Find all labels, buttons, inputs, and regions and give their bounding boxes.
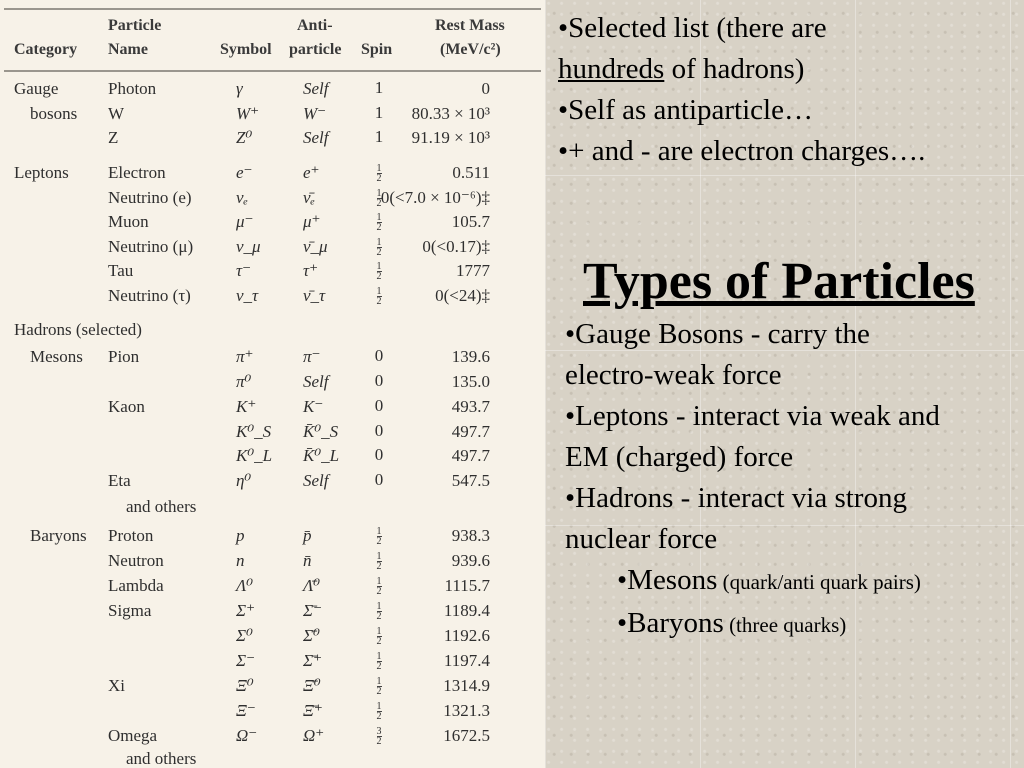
rest-mass-value: 1314.9: [443, 676, 490, 695]
spin-value: $\frac{1}{2}$: [376, 550, 382, 572]
grid-line: [545, 0, 546, 768]
bullet-gauge-bosons-cont: electro-weak force: [565, 359, 782, 391]
rest-mass-value: 80.33 × 10³: [411, 104, 490, 123]
rest-mass-value: 497.7: [451, 422, 490, 441]
particle-symbol: ν_τ: [236, 286, 259, 305]
bullet-leptons-cont: EM (charged) force: [565, 441, 794, 473]
particle-symbol: Σ⁻: [236, 651, 256, 670]
rest-mass-value: 105.7: [451, 212, 490, 231]
particle-symbol: Λ⁰: [236, 576, 254, 595]
spin-value: $\frac{1}{2}$: [376, 285, 382, 307]
header-category: Category: [14, 41, 78, 58]
bullet-leptons: •Leptons - interact via weak and: [565, 400, 940, 432]
antiparticle-symbol: e⁺: [303, 163, 320, 182]
antiparticle-symbol: Ξ̄⁰: [303, 676, 321, 695]
antiparticle-symbol: Ξ̄⁺: [303, 701, 323, 720]
spin-value: $\frac{1}{2}$: [376, 162, 382, 184]
spin-value: 1: [374, 103, 384, 122]
particle-symbol: π⁰: [236, 372, 252, 391]
particle-name: Photon: [108, 79, 157, 98]
rest-mass-value: 135.0: [451, 372, 490, 391]
and-others-mesons: and others: [126, 497, 197, 516]
rest-mass-value: 0(<7.0 × 10⁻⁶)‡: [380, 188, 490, 207]
antiparticle-symbol: Σ̄⁺: [303, 651, 323, 670]
particle-name: Xi: [108, 676, 125, 695]
antiparticle-symbol: Λ̄⁰: [303, 576, 321, 595]
particle-symbol: W⁺: [236, 104, 260, 123]
spin-value: $\frac{1}{2}$: [376, 260, 382, 282]
group-baryons: Baryons: [30, 526, 87, 545]
header-particle: Particle: [108, 17, 162, 34]
particle-symbol: Ω⁻: [236, 726, 258, 745]
particle-name: Muon: [108, 212, 149, 231]
particle-name: Neutrino (μ): [108, 237, 194, 256]
antiparticle-symbol: τ⁺: [303, 261, 319, 280]
particle-symbol: γ: [236, 79, 243, 98]
rest-mass-value: 0.511: [452, 163, 490, 182]
rest-mass-value: 1672.5: [443, 726, 490, 745]
rest-mass-value: 1192.6: [443, 626, 490, 645]
particle-name: W: [108, 104, 125, 123]
table-header-rule: [4, 70, 541, 72]
particle-symbol: n: [236, 551, 245, 570]
particle-name: Lambda: [108, 576, 164, 595]
header-mass-units: (MeV/c²): [440, 41, 501, 58]
rest-mass-value: 0(<0.17)‡: [422, 237, 490, 256]
particle-symbol: Σ⁰: [236, 626, 253, 645]
group-leptons: Leptons: [14, 163, 69, 182]
spin-value: $\frac{1}{2}$: [376, 600, 382, 622]
spin-value: $\frac{1}{2}$: [376, 650, 382, 672]
spin-value: $\frac{3}{2}$: [376, 725, 382, 747]
antiparticle-symbol: K̄⁰_L: [303, 446, 340, 465]
antiparticle-symbol: μ⁺: [303, 212, 321, 231]
particle-name: Electron: [108, 163, 166, 182]
antiparticle-symbol: Σ̄⁻: [303, 601, 323, 620]
group-bosons: bosons: [30, 104, 78, 123]
particle-symbol: τ⁻: [236, 261, 252, 280]
particle-symbol: νₑ: [236, 188, 249, 207]
header-name: Name: [108, 41, 148, 58]
antiparticle-symbol: p̄: [303, 526, 312, 545]
spin-value: 0: [374, 346, 384, 365]
spin-value: $\frac{1}{2}$: [376, 236, 382, 258]
particle-name: Eta: [108, 471, 131, 490]
particle-symbol: K⁰_S: [236, 422, 272, 441]
rest-mass-value: 91.19 × 10³: [411, 128, 490, 147]
bullet-hadrons: •Hadrons - interact via strong: [565, 482, 907, 514]
antiparticle-symbol: π⁻: [303, 347, 321, 366]
rest-mass-value: 1777: [456, 261, 490, 280]
antiparticle-symbol: K̄⁰_S: [303, 422, 339, 441]
rest-mass-value: 939.6: [451, 551, 490, 570]
particle-symbol: η⁰: [236, 471, 252, 490]
antiparticle-symbol: Self: [303, 471, 329, 490]
spin-value: 0: [374, 470, 384, 489]
antiparticle-symbol: Self: [303, 372, 329, 391]
rest-mass-value: 938.3: [451, 526, 490, 545]
spin-value: 1: [374, 78, 384, 97]
group-hadrons: Hadrons (selected): [14, 320, 142, 339]
particle-name: Tau: [108, 261, 134, 280]
particle-name: Neutron: [108, 551, 164, 570]
sub-bullet-baryons: •Baryons (three quarks): [617, 607, 847, 639]
rest-mass-value: 1189.4: [443, 601, 490, 620]
group-mesons: Mesons: [30, 347, 83, 366]
particle-symbol: π⁺: [236, 347, 254, 366]
particle-types-list: [565, 314, 1020, 646]
note-charges: •+ and - are electron charges….: [558, 135, 926, 167]
spin-value: $\frac{1}{2}$: [376, 575, 382, 597]
particle-symbol: ν_μ: [236, 237, 261, 256]
particle-symbol: Σ⁺: [236, 601, 256, 620]
note-selected-list: •Selected list (there are: [558, 12, 827, 44]
header-anti: Anti-: [297, 17, 333, 34]
spin-value: $\frac{1}{2}$: [376, 525, 382, 547]
antiparticle-symbol: Self: [303, 128, 329, 147]
particle-name: Proton: [108, 526, 154, 545]
spin-value: $\frac{1}{2}$: [376, 187, 382, 209]
header-symbol: Symbol: [220, 41, 272, 58]
antiparticle-symbol: W⁻: [303, 104, 327, 123]
sub-bullet-mesons: •Mesons (quark/anti quark pairs): [617, 564, 921, 596]
antiparticle-symbol: n̄: [303, 551, 312, 570]
and-others-baryons: and others: [126, 749, 197, 768]
particle-name: Omega: [108, 726, 158, 745]
rest-mass-value: 0: [481, 79, 490, 98]
rest-mass-value: 1321.3: [443, 701, 490, 720]
rest-mass-value: 0(<24)‡: [435, 286, 490, 305]
header-spin: Spin: [361, 41, 393, 58]
bullet-gauge-bosons: •Gauge Bosons - carry the: [565, 318, 870, 350]
spin-value: 0: [374, 396, 384, 415]
antiparticle-symbol: K⁻: [303, 397, 324, 416]
rest-mass-value: 139.6: [451, 347, 490, 366]
slide-title: Types of Particles: [583, 253, 975, 310]
antiparticle-symbol: ν̄ₑ: [303, 188, 316, 207]
spin-value: 0: [374, 421, 384, 440]
particle-symbol: μ⁻: [236, 212, 254, 231]
particle-name: Neutrino (τ): [108, 286, 191, 305]
particle-symbol: Z⁰: [236, 128, 253, 147]
spin-value: $\frac{1}{2}$: [376, 700, 382, 722]
particle-name: Kaon: [108, 397, 145, 416]
spin-value: 1: [374, 127, 384, 146]
rest-mass-value: 493.7: [451, 397, 490, 416]
spin-value: $\frac{1}{2}$: [376, 675, 382, 697]
note-hundreds: hundreds of hadrons): [558, 53, 805, 85]
particle-name: Pion: [108, 347, 140, 366]
particle-symbol: Ξ⁰: [236, 676, 254, 695]
particle-symbol: K⁺: [236, 397, 257, 416]
header-rest-mass: Rest Mass: [435, 17, 505, 34]
antiparticle-symbol: ν̄_μ: [303, 237, 328, 256]
grid-line: [545, 175, 1024, 176]
particle-symbol: Ξ⁻: [236, 701, 256, 720]
rest-mass-value: 497.7: [451, 446, 490, 465]
notes-bullets: [558, 8, 1018, 172]
rest-mass-value: 547.5: [451, 471, 490, 490]
rest-mass-value: 1115.7: [444, 576, 490, 595]
table-top-rule: [4, 8, 541, 10]
header-antiparticle: particle: [289, 41, 342, 58]
spin-value: 0: [374, 371, 384, 390]
particle-name: Z: [108, 128, 119, 147]
particle-symbol: K⁰_L: [236, 446, 273, 465]
antiparticle-symbol: Self: [303, 79, 329, 98]
antiparticle-symbol: Σ̄⁰: [303, 626, 320, 645]
antiparticle-symbol: Ω⁺: [303, 726, 325, 745]
antiparticle-symbol: ν̄_τ: [303, 286, 326, 305]
bullet-hadrons-cont: nuclear force: [565, 523, 718, 555]
rest-mass-value: 1197.4: [443, 651, 490, 670]
note-self-antiparticle: •Self as antiparticle…: [558, 94, 813, 126]
particle-name: Sigma: [108, 601, 152, 620]
particle-symbol: e⁻: [236, 163, 253, 182]
spin-value: $\frac{1}{2}$: [376, 625, 382, 647]
group-gauge: Gauge: [14, 79, 59, 98]
spin-value: $\frac{1}{2}$: [376, 211, 382, 233]
particle-symbol: p: [236, 526, 245, 545]
spin-value: 0: [374, 445, 384, 464]
particle-name: Neutrino (e): [108, 188, 192, 207]
